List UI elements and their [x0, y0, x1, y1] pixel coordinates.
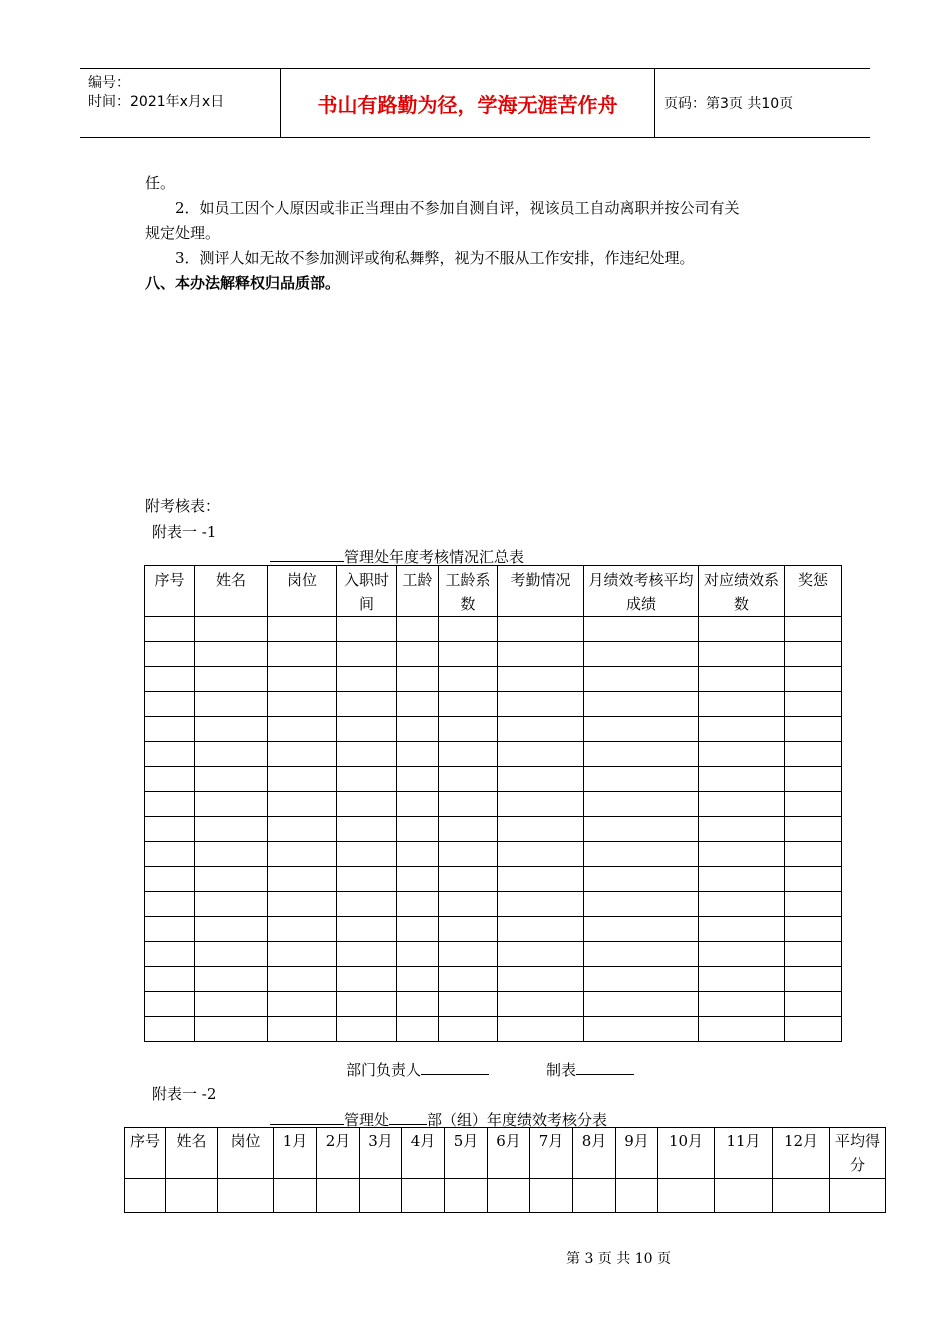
table-cell[interactable] [268, 792, 337, 817]
table-cell[interactable] [584, 667, 699, 692]
table-cell[interactable] [397, 717, 439, 742]
table-cell[interactable] [699, 917, 785, 942]
table-header-row [145, 566, 842, 617]
table-cell[interactable] [337, 692, 397, 717]
table-cell[interactable] [397, 742, 439, 767]
table-cell[interactable] [830, 1179, 886, 1213]
table-header-cell: 2月 [317, 1128, 360, 1179]
table-cell[interactable] [195, 692, 268, 717]
table-cell[interactable] [439, 692, 498, 717]
table-cell[interactable] [439, 992, 498, 1017]
fill-blank[interactable] [389, 1108, 427, 1125]
table-cell[interactable] [573, 1179, 616, 1213]
table-row [145, 967, 842, 992]
table-cell[interactable] [584, 842, 699, 867]
table-cell[interactable] [195, 917, 268, 942]
table-cell[interactable] [584, 967, 699, 992]
table-cell[interactable] [402, 1179, 445, 1213]
table-cell[interactable] [498, 642, 584, 667]
table-cell[interactable] [439, 742, 498, 767]
table-cell[interactable] [397, 942, 439, 967]
table-cell[interactable] [699, 967, 785, 992]
table-header-cell: 工龄系数 [439, 566, 498, 617]
table-cell[interactable] [699, 617, 785, 642]
table-cell[interactable] [498, 817, 584, 842]
table-cell[interactable] [699, 817, 785, 842]
table-cell[interactable] [397, 867, 439, 892]
table-header-cell: 平均得分 [830, 1128, 886, 1179]
table2-title-part1: 管理处 [344, 1111, 390, 1129]
dept-head-blank[interactable] [421, 1058, 489, 1075]
paragraph-line: 3．测评人如无故不参加测评或徇私舞弊，视为不服从工作安排，作违纪处理。 [175, 249, 695, 267]
table-cell[interactable] [584, 992, 699, 1017]
table-cell[interactable] [397, 767, 439, 792]
table-cell[interactable] [773, 1179, 830, 1213]
table-cell[interactable] [317, 1179, 360, 1213]
table-cell[interactable] [439, 942, 498, 967]
summary-table [144, 565, 842, 1042]
table-row [145, 742, 842, 767]
table-cell[interactable] [337, 992, 397, 1017]
table-cell[interactable] [145, 917, 195, 942]
table-cell[interactable] [337, 967, 397, 992]
table-cell[interactable] [439, 842, 498, 867]
table-header-cell: 序号 [145, 566, 195, 617]
table-header-cell: 1月 [274, 1128, 317, 1179]
table-cell[interactable] [397, 1017, 439, 1042]
table-row [145, 917, 842, 942]
table2-title-part2: 部（组）年度绩效考核分表 [427, 1111, 608, 1129]
table-cell[interactable] [195, 667, 268, 692]
table-cell[interactable] [785, 867, 842, 892]
paragraph-line: 规定处理。 [145, 224, 221, 242]
table-cell[interactable] [785, 717, 842, 742]
maker-label: 制表 [546, 1061, 577, 1079]
table-cell[interactable] [498, 942, 584, 967]
page-header [80, 68, 870, 138]
table-cell[interactable] [498, 742, 584, 767]
table-cell[interactable] [268, 742, 337, 767]
table-cell[interactable] [195, 742, 268, 767]
table-cell[interactable] [195, 842, 268, 867]
table-cell[interactable] [195, 642, 268, 667]
table-row [145, 1017, 842, 1042]
table-cell[interactable] [439, 917, 498, 942]
table-cell[interactable] [785, 1017, 842, 1042]
table-cell[interactable] [145, 642, 195, 667]
table-cell[interactable] [498, 1017, 584, 1042]
table-cell[interactable] [337, 842, 397, 867]
table-cell[interactable] [145, 792, 195, 817]
table-cell[interactable] [397, 967, 439, 992]
table-cell[interactable] [439, 767, 498, 792]
table-cell[interactable] [397, 692, 439, 717]
table-cell[interactable] [498, 717, 584, 742]
table-cell[interactable] [145, 817, 195, 842]
table-cell[interactable] [439, 667, 498, 692]
table-cell[interactable] [439, 892, 498, 917]
table-cell[interactable] [439, 817, 498, 842]
table-body [145, 617, 842, 1042]
table-cell[interactable] [498, 992, 584, 1017]
table-cell[interactable] [337, 917, 397, 942]
table-cell[interactable] [268, 1017, 337, 1042]
table-cell[interactable] [145, 742, 195, 767]
table-cell[interactable] [439, 642, 498, 667]
table-cell[interactable] [268, 617, 337, 642]
table-cell[interactable] [439, 867, 498, 892]
table-row [145, 842, 842, 867]
page-footer: 第 3 页 共 10 页 [566, 1251, 671, 1267]
table-cell[interactable] [145, 942, 195, 967]
table-header-cell: 12月 [773, 1128, 830, 1179]
table-header-cell: 奖惩 [785, 566, 842, 617]
table-cell[interactable] [584, 1017, 699, 1042]
table-cell[interactable] [658, 1179, 715, 1213]
table1-label: 附表一 -1 [152, 523, 217, 541]
table-header-cell: 工龄 [397, 566, 439, 617]
table-header-cell: 8月 [573, 1128, 616, 1179]
paragraph-line: 2．如员工因个人原因或非正当理由不参加自测自评，视该员工自动离职并按公司有关 [175, 199, 740, 217]
fill-blank[interactable] [270, 1108, 344, 1125]
table-cell[interactable] [584, 767, 699, 792]
table-row [145, 792, 842, 817]
table-cell[interactable] [785, 942, 842, 967]
table-cell[interactable] [699, 667, 785, 692]
table-cell[interactable] [699, 692, 785, 717]
table-cell[interactable] [145, 692, 195, 717]
table-cell[interactable] [268, 842, 337, 867]
table-cell[interactable] [360, 1179, 402, 1213]
table-row [145, 642, 842, 667]
table-cell[interactable] [498, 792, 584, 817]
table-cell[interactable] [785, 967, 842, 992]
table-cell[interactable] [699, 742, 785, 767]
table-cell[interactable] [584, 942, 699, 967]
table-cell[interactable] [584, 867, 699, 892]
table-cell[interactable] [337, 867, 397, 892]
table-header-cell: 5月 [445, 1128, 488, 1179]
table-cell[interactable] [268, 892, 337, 917]
paragraph-line: 任。 [145, 174, 176, 192]
table-cell[interactable] [785, 817, 842, 842]
table-header-cell: 月绩效考核平均成绩 [584, 566, 699, 617]
table-row [145, 692, 842, 717]
table-header-cell: 7月 [530, 1128, 573, 1179]
table-cell[interactable] [337, 767, 397, 792]
maker-blank[interactable] [576, 1058, 634, 1075]
table-header-cell: 4月 [402, 1128, 445, 1179]
table-cell[interactable] [125, 1179, 166, 1213]
table-cell[interactable] [584, 792, 699, 817]
table-cell[interactable] [785, 917, 842, 942]
table-cell[interactable] [337, 792, 397, 817]
table-cell[interactable] [268, 642, 337, 667]
table-header-cell: 入职时间 [337, 566, 397, 617]
table-row [145, 717, 842, 742]
table-cell[interactable] [145, 767, 195, 792]
table-header-cell: 9月 [616, 1128, 658, 1179]
document-number-label: 编号： [88, 75, 130, 91]
table-cell[interactable] [274, 1179, 317, 1213]
table-cell[interactable] [337, 892, 397, 917]
table-row [145, 892, 842, 917]
table-cell[interactable] [445, 1179, 488, 1213]
table-cell[interactable] [584, 617, 699, 642]
table-cell[interactable] [195, 817, 268, 842]
table-cell[interactable] [785, 842, 842, 867]
table-cell[interactable] [699, 942, 785, 967]
table-cell[interactable] [439, 792, 498, 817]
table-row [145, 942, 842, 967]
table-header-cell: 姓名 [195, 566, 268, 617]
table-cell[interactable] [145, 1017, 195, 1042]
table-cell[interactable] [584, 892, 699, 917]
table-row [125, 1179, 886, 1213]
table-cell[interactable] [268, 917, 337, 942]
table-cell[interactable] [397, 667, 439, 692]
table-cell[interactable] [439, 717, 498, 742]
table-cell[interactable] [268, 967, 337, 992]
table-cell[interactable] [268, 817, 337, 842]
fill-blank[interactable] [270, 545, 344, 562]
table-cell[interactable] [785, 642, 842, 667]
table-cell[interactable] [699, 717, 785, 742]
table-cell[interactable] [195, 942, 268, 967]
table-cell[interactable] [498, 667, 584, 692]
table-row [145, 617, 842, 642]
table-cell[interactable] [337, 642, 397, 667]
table-cell[interactable] [145, 667, 195, 692]
table-cell[interactable] [195, 967, 268, 992]
table-cell[interactable] [498, 967, 584, 992]
monthly-score-table [124, 1127, 886, 1213]
table-row [145, 817, 842, 842]
table-cell[interactable] [195, 792, 268, 817]
table-header-cell: 序号 [125, 1128, 166, 1179]
table-cell[interactable] [498, 917, 584, 942]
table-header-row [125, 1128, 886, 1179]
table-header-cell: 3月 [360, 1128, 402, 1179]
table-cell[interactable] [699, 642, 785, 667]
table-cell[interactable] [715, 1179, 773, 1213]
table-cell[interactable] [397, 642, 439, 667]
table-cell[interactable] [439, 1017, 498, 1042]
table-cell[interactable] [397, 842, 439, 867]
table-cell[interactable] [145, 967, 195, 992]
table-cell[interactable] [785, 617, 842, 642]
table-cell[interactable] [145, 892, 195, 917]
table-header-cell: 姓名 [166, 1128, 218, 1179]
table-cell[interactable] [195, 617, 268, 642]
table-row [145, 667, 842, 692]
table1-title-text: 管理处年度考核情况汇总表 [344, 548, 525, 566]
table-cell[interactable] [498, 867, 584, 892]
document-date-label: 时间：2021年x月x日 [88, 94, 225, 110]
appendix-label: 附考核表： [145, 497, 221, 515]
table-cell[interactable] [397, 892, 439, 917]
signature-line [346, 1058, 489, 1080]
table-cell[interactable] [337, 742, 397, 767]
signature-line [546, 1058, 634, 1080]
table-row [145, 867, 842, 892]
table-cell[interactable] [397, 792, 439, 817]
table-cell[interactable] [699, 1017, 785, 1042]
table-cell[interactable] [498, 692, 584, 717]
table-cell[interactable] [145, 867, 195, 892]
table-cell[interactable] [785, 692, 842, 717]
table-cell[interactable] [439, 967, 498, 992]
table-cell[interactable] [145, 717, 195, 742]
table-cell[interactable] [785, 992, 842, 1017]
table-cell[interactable] [337, 717, 397, 742]
header-motto: 书山有路勤为径，学海无涯苦作舟 [281, 69, 655, 137]
table-header-cell: 考勤情况 [498, 566, 584, 617]
table-cell[interactable] [584, 742, 699, 767]
table-cell[interactable] [584, 642, 699, 667]
table-cell[interactable] [397, 617, 439, 642]
table-cell[interactable] [498, 892, 584, 917]
table-cell[interactable] [195, 767, 268, 792]
table-cell[interactable] [145, 617, 195, 642]
header-page-number: 页码：第3页 共10页 [664, 96, 794, 112]
table1-title [270, 545, 524, 567]
table-cell[interactable] [397, 992, 439, 1017]
table-cell[interactable] [195, 892, 268, 917]
table-cell[interactable] [785, 742, 842, 767]
table-cell[interactable] [195, 992, 268, 1017]
table-cell[interactable] [195, 1017, 268, 1042]
table-cell[interactable] [218, 1179, 274, 1213]
table-cell[interactable] [337, 1017, 397, 1042]
table-cell[interactable] [699, 842, 785, 867]
table-cell[interactable] [337, 817, 397, 842]
table-cell[interactable] [268, 992, 337, 1017]
table-cell[interactable] [699, 867, 785, 892]
table-header-cell: 对应绩效系数 [699, 566, 785, 617]
table-header-cell: 岗位 [268, 566, 337, 617]
table-cell[interactable] [498, 842, 584, 867]
dept-head-label: 部门负责人 [346, 1061, 422, 1079]
table-cell[interactable] [584, 817, 699, 842]
table-cell[interactable] [145, 992, 195, 1017]
header-meta [80, 69, 281, 137]
table-cell[interactable] [785, 892, 842, 917]
table-cell[interactable] [488, 1179, 530, 1213]
table-header-cell: 6月 [488, 1128, 530, 1179]
table-cell[interactable] [145, 842, 195, 867]
table-row [145, 992, 842, 1017]
table-cell[interactable] [397, 817, 439, 842]
table-cell[interactable] [268, 692, 337, 717]
table-cell[interactable] [337, 942, 397, 967]
table-cell[interactable] [268, 717, 337, 742]
table-cell[interactable] [439, 617, 498, 642]
table-cell[interactable] [268, 867, 337, 892]
table-cell[interactable] [268, 667, 337, 692]
table-cell[interactable] [195, 717, 268, 742]
table-cell[interactable] [699, 767, 785, 792]
table-cell[interactable] [785, 667, 842, 692]
table-row [145, 767, 842, 792]
table-cell[interactable] [699, 792, 785, 817]
table-cell[interactable] [584, 917, 699, 942]
table-cell[interactable] [530, 1179, 573, 1213]
table-cell[interactable] [397, 917, 439, 942]
table-cell[interactable] [699, 892, 785, 917]
section-heading: 八、本办法解释权归品质部。 [145, 274, 341, 292]
table-header-cell: 岗位 [218, 1128, 274, 1179]
table-cell[interactable] [785, 767, 842, 792]
table-cell[interactable] [498, 617, 584, 642]
table-header-cell: 10月 [658, 1128, 715, 1179]
table-cell[interactable] [699, 992, 785, 1017]
table-cell[interactable] [268, 767, 337, 792]
table-cell[interactable] [195, 867, 268, 892]
table-cell[interactable] [584, 717, 699, 742]
table-header-cell: 11月 [715, 1128, 773, 1179]
table2-label: 附表一 -2 [152, 1085, 217, 1103]
table-cell[interactable] [337, 617, 397, 642]
table-cell[interactable] [616, 1179, 658, 1213]
table-cell[interactable] [166, 1179, 218, 1213]
table-cell[interactable] [268, 942, 337, 967]
table-cell[interactable] [498, 767, 584, 792]
table-cell[interactable] [584, 692, 699, 717]
table-cell[interactable] [337, 667, 397, 692]
table-cell[interactable] [785, 792, 842, 817]
